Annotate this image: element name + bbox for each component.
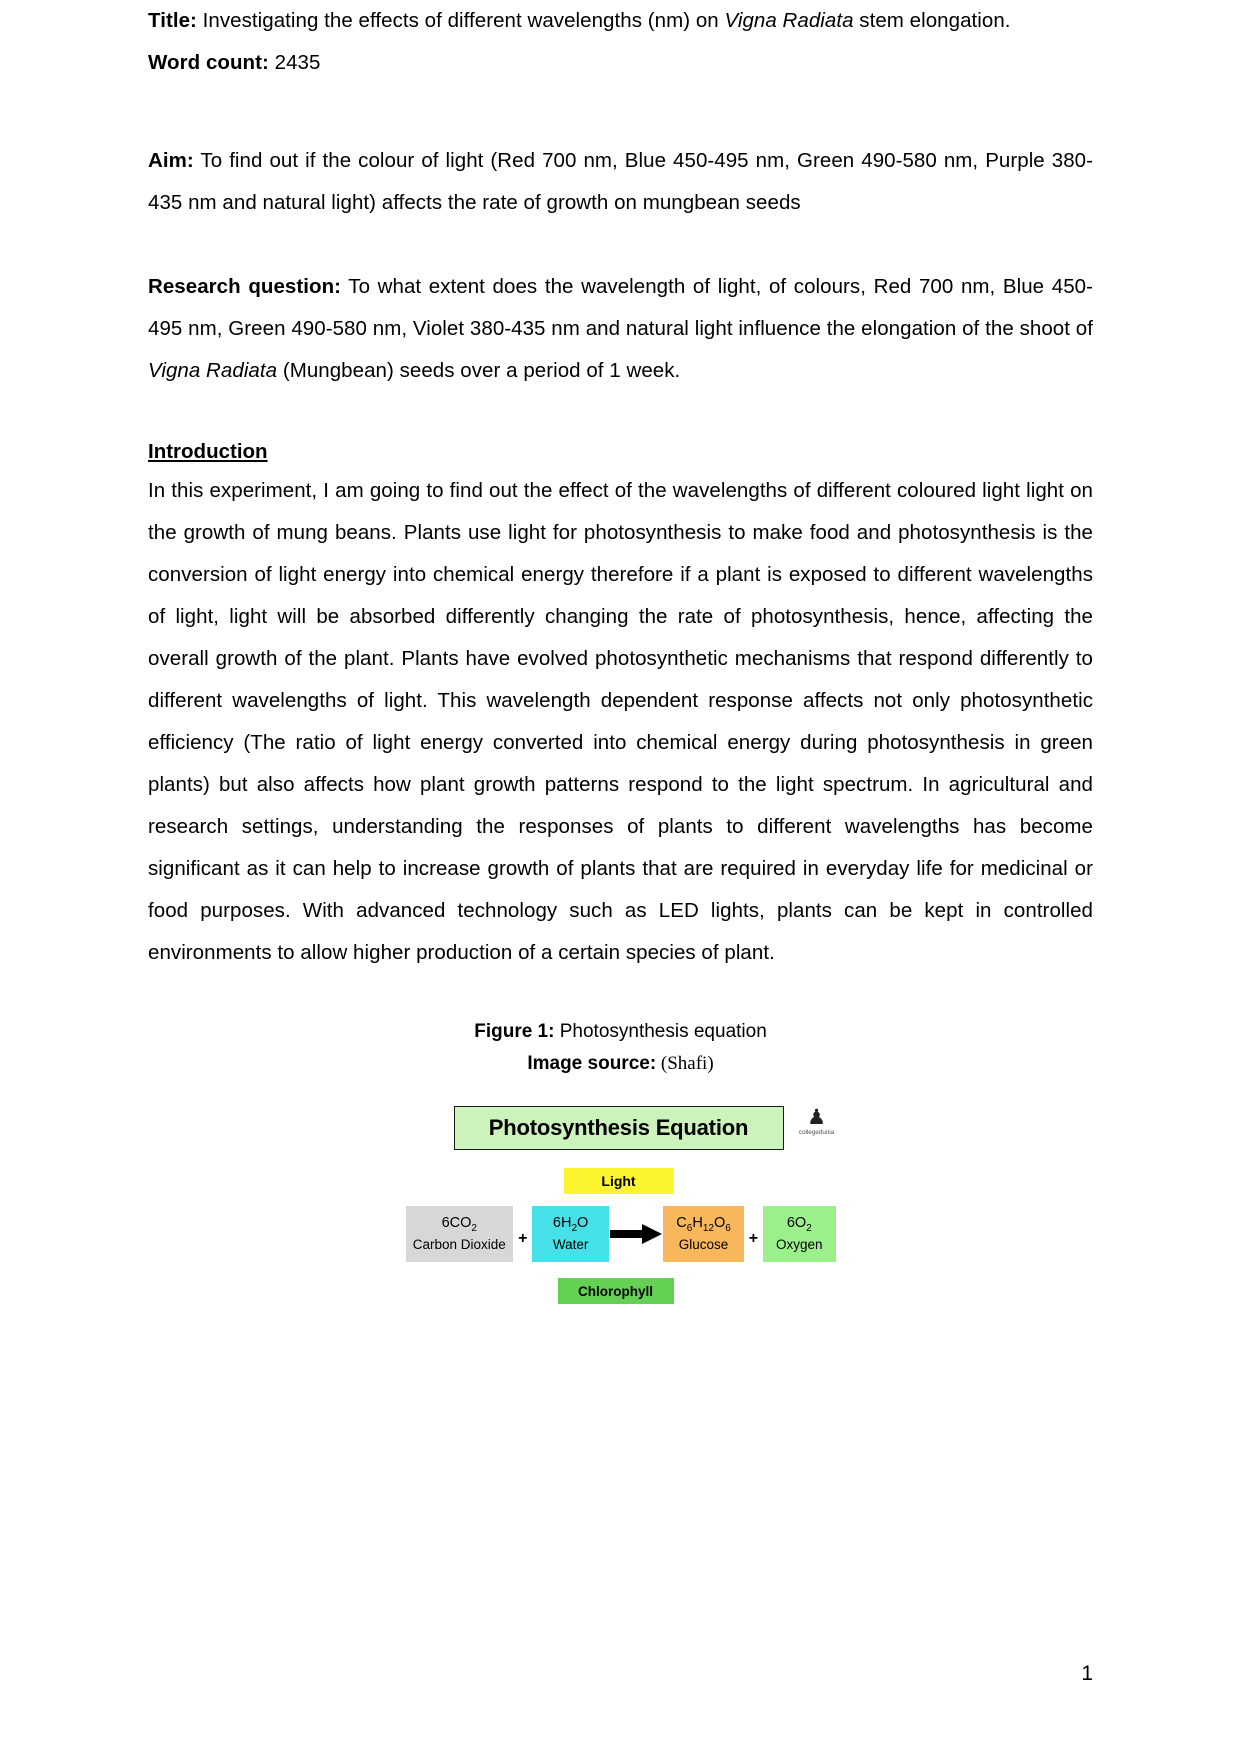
chlorophyll-label: Chlorophyll <box>578 1283 653 1299</box>
word-count-label: Word count: <box>148 51 269 74</box>
watermark-glyph-icon: ♟ <box>807 1106 826 1129</box>
spacer <box>148 392 1093 434</box>
watermark-text: collegedunia <box>798 1129 835 1136</box>
photosynthesis-diagram <box>406 1106 836 1321</box>
plus-sign-2: + <box>748 1230 759 1247</box>
plus-sign-1: + <box>518 1230 528 1247</box>
spacer <box>148 224 1093 266</box>
glucose-name: Glucose <box>678 1237 729 1253</box>
chlorophyll-label-box <box>558 1278 674 1304</box>
figure-caption <box>148 1016 1093 1048</box>
figure-source <box>148 1048 1093 1080</box>
reaction-arrow-icon <box>609 1206 664 1262</box>
introduction-paragraph: In this experiment, I am going to find out the effect of the wavelengths of different coloured light light on the growth of mung beans. Plants use light for photosynthesis to make food and photosynthesis is the conversion of light energy into chemical energy therefore if a plant is exposed to different wavelengths of light, light will be absorbed differently changing the rate of photosynthesis, hence, affecting the overall growth of the plant. Plants have evolved photosynthetic mechanisms that respond differently to different wavelengths of light. This wavelength dependent response affects not only photosynthetic efficiency (The ratio of light energy converted into chemical energy during photosynthesis in green plants) but also affects how plant growth patterns respond to the light spectrum. In agricultural and research settings, understanding the responses of plants to different wavelengths has become significant as it can help to increase growth of plants that are required in everyday life for medicinal or food purposes. With advanced technology such as LED lights, plants can be kept in controlled environments to allow higher production of a certain species of plant. <box>148 479 1093 964</box>
title-line <box>148 0 1093 42</box>
research-question-paragraph <box>148 266 1093 392</box>
figure-caption-text: Photosynthesis equation <box>554 1021 767 1042</box>
oxygen-name: Oxygen <box>776 1237 823 1253</box>
research-question-text-2: (Mungbean) seeds over a period of 1 week. <box>277 359 681 382</box>
figure-source-value: (Shafi) <box>656 1053 714 1074</box>
page-number: 1 <box>1081 1662 1093 1685</box>
product-oxygen-box <box>763 1206 835 1262</box>
aim-label: Aim: <box>148 149 194 172</box>
reactant-carbon-dioxide-box <box>406 1206 514 1262</box>
introduction-heading: Introduction <box>148 440 268 463</box>
title-species-name: Vigna Radiata <box>724 9 854 32</box>
title-label: Title: <box>148 9 197 32</box>
collegedunia-watermark <box>794 1108 840 1136</box>
research-question-text-1: To what extent does the wavelength of light, of colours, Red 700 nm, Blue 450-495 nm, Green 490-580 nm, Violet 380-435 nm and natural light influence the elongation of the shoot of <box>148 275 1093 340</box>
research-question-species-name: Vigna Radiata <box>148 359 278 382</box>
figure-source-label: Image source: <box>527 1053 657 1074</box>
water-name: Water <box>552 1237 589 1253</box>
product-glucose-box <box>663 1206 743 1262</box>
aim-text: To find out if the colour of light (Red 700 nm, Blue 450-495 nm, Green 490-580 nm, Purple 380-435 nm and natural light) affects the rate of growth on mungbean seeds <box>148 149 1093 214</box>
diagram-title-box <box>454 1106 784 1150</box>
spacer <box>148 84 1093 140</box>
spacer <box>148 974 1093 1016</box>
title-text-after-italic: stem elongation. <box>853 9 1011 32</box>
research-question-label: Research question: <box>148 275 342 298</box>
reactant-water-box <box>532 1206 608 1262</box>
title-text-before-italic: Investigating the effects of different wavelengths (nm) on <box>196 9 725 32</box>
light-label-box <box>564 1168 674 1194</box>
light-label: Light <box>601 1173 636 1189</box>
word-count-value: 2435 <box>268 51 321 74</box>
carbon-dioxide-name: Carbon Dioxide <box>412 1237 506 1253</box>
equation-row <box>406 1206 836 1262</box>
oxygen-formula: $6O_2$ <box>786 1214 812 1234</box>
water-formula: $6H_2O$ <box>552 1214 589 1234</box>
aim-paragraph <box>148 140 1093 224</box>
diagram-title-label: Photosynthesis Equation <box>488 1115 749 1140</box>
figure-caption-label: Figure 1: <box>474 1021 555 1042</box>
carbon-dioxide-formula: $6CO_2$ <box>441 1214 477 1234</box>
word-count-line <box>148 42 1093 84</box>
document-content <box>148 0 1093 1321</box>
glucose-formula: $C_6H_{12}O_6$ <box>676 1214 731 1234</box>
